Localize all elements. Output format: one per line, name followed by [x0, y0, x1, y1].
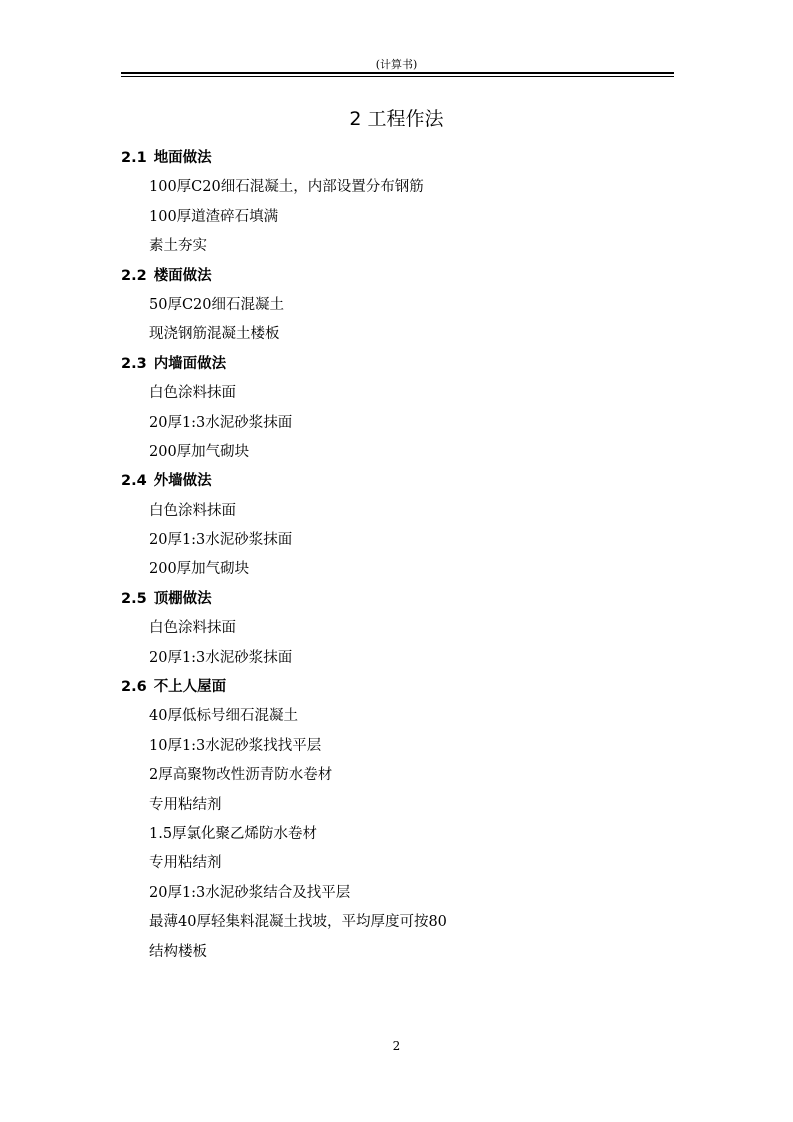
- section-number: 2.3: [121, 355, 147, 372]
- page-header: (计算书): [375, 58, 418, 71]
- list-item: 20厚1:3水泥砂浆抹面: [149, 532, 293, 549]
- list-item: 专用粘结剂: [149, 855, 222, 872]
- list-item: 100厚C20细石混凝土，内部设置分布钢筋: [149, 179, 424, 196]
- list-item: 最薄40厚轻集料混凝土找坡，平均厚度可按80: [149, 914, 447, 931]
- list-item: 10厚1:3水泥砂浆找找平层: [149, 737, 322, 754]
- section-number: 2.5: [121, 590, 147, 607]
- chapter-title: 2 工程作法: [349, 108, 444, 130]
- list-item: 1.5厚氯化聚乙烯防水卷材: [149, 825, 318, 842]
- header-rule-thin: [121, 76, 674, 77]
- section-heading: [121, 350, 681, 379]
- content-body: [121, 144, 681, 967]
- list-item: 专用粘结剂: [149, 796, 222, 813]
- list-item: 20厚1:3水泥砂浆抹面: [149, 649, 293, 666]
- list-item: 结构楼板: [149, 943, 207, 960]
- section-title: 楼面做法: [153, 267, 212, 284]
- list-item: 白色涂料抹面: [149, 620, 236, 637]
- section-number: 2.4: [121, 473, 147, 490]
- section-title: 地面做法: [153, 150, 212, 166]
- list-item: 素土夯实: [149, 238, 207, 255]
- page-number: 2: [392, 1039, 401, 1053]
- header-rule-thick: [121, 72, 674, 74]
- section-number: 2.1: [121, 150, 147, 166]
- section-title: 不上人屋面: [153, 679, 227, 696]
- section-title: 内墙面做法: [153, 355, 227, 372]
- section-heading: [121, 467, 681, 496]
- list-item: 50厚C20细石混凝土: [149, 296, 284, 313]
- section-title: 顶棚做法: [153, 590, 212, 607]
- section-heading: [121, 144, 681, 173]
- list-item: 白色涂料抹面: [149, 502, 236, 519]
- list-item: 白色涂料抹面: [149, 385, 236, 402]
- list-item: 20厚1:3水泥砂浆结合及找平层: [149, 884, 351, 901]
- section-title: 外墙做法: [153, 473, 212, 490]
- list-item: 20厚1:3水泥砂浆抹面: [149, 414, 293, 431]
- list-item: 100厚道渣碎石填满: [149, 208, 279, 225]
- section-heading: [121, 585, 681, 614]
- section-number: 2.6: [121, 679, 147, 696]
- section-heading: [121, 262, 681, 291]
- section-heading: [121, 673, 681, 702]
- list-item: 200厚加气砌块: [149, 561, 250, 578]
- list-item: 现浇钢筋混凝土楼板: [149, 326, 280, 343]
- list-item: 200厚加气砌块: [149, 443, 250, 460]
- list-item: 2厚高聚物改性沥青防水卷材: [149, 767, 333, 784]
- section-number: 2.2: [121, 267, 147, 284]
- list-item: 40厚低标号细石混凝土: [149, 708, 298, 725]
